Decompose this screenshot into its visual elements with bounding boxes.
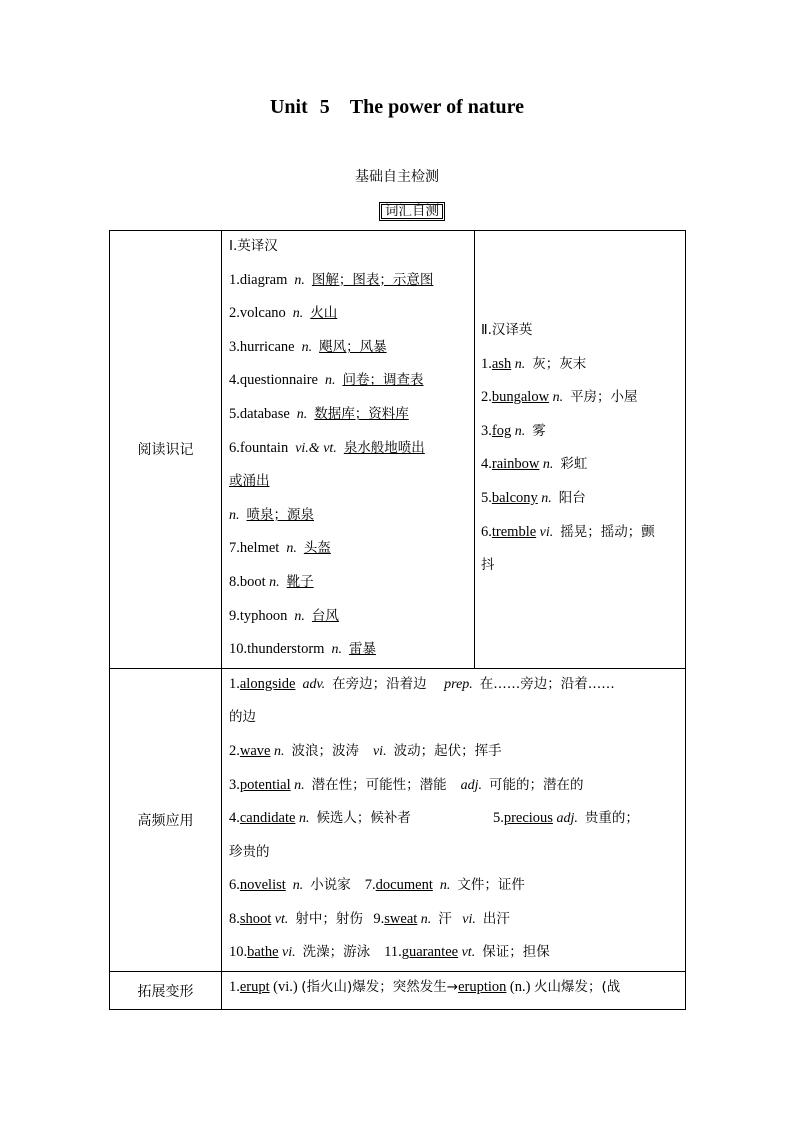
- list-item: 6.novelist n. 小说家 7.document n. 文件；证件: [229, 877, 525, 894]
- list-item-cont: 的边: [229, 709, 256, 726]
- list-item: 1.erupt (vi.) (指火山)爆发；突然发生→eruption (n.) 火山爆发；(战: [229, 979, 621, 996]
- vocab-table: [109, 230, 686, 1010]
- list-item: 6.tremble vi. 摇晃；摇动；颤: [481, 523, 655, 540]
- list-item-cont: 或涌出: [229, 473, 270, 490]
- part1-heading: Ⅰ.英译汉: [229, 238, 278, 254]
- vocab-box-label: 词汇自测: [379, 202, 445, 221]
- expand-cell: [222, 972, 686, 1010]
- list-item: 4.questionnaire n. 问卷；调查表: [229, 372, 424, 389]
- list-item: 4.candidate n. 候选人；候补者 5.precious adj. 贵重的；: [229, 810, 639, 827]
- part1-cell: [222, 231, 475, 669]
- list-item-cont: 珍贵的: [229, 843, 270, 860]
- list-item: 9.typhoon n. 台风: [229, 607, 339, 624]
- list-item-cont: n. 喷泉；源泉: [229, 506, 314, 523]
- list-item: 7.helmet n. 头盔: [229, 540, 331, 557]
- row-label-expand: 拓展变形: [110, 972, 222, 1010]
- list-item-cont: 抖: [481, 557, 495, 574]
- list-item: 3.hurricane n. 飓风；风暴: [229, 338, 387, 355]
- list-item: 1.alongside adv. 在旁边；沿着边 prep. 在……旁边；沿着……: [229, 675, 615, 692]
- list-item: 1.diagram n. 图解；图表；示意图: [229, 271, 434, 288]
- list-item: 8.boot n. 靴子: [229, 573, 314, 590]
- table-row: [110, 231, 686, 669]
- list-item: 2.wave n. 波浪；波涛 vi. 波动；起伏；挥手: [229, 742, 502, 759]
- table-row: [110, 972, 686, 1010]
- list-item: 6.fountain vi.& vt. 泉水般地喷出: [229, 439, 425, 456]
- list-item: 5.database n. 数据库；资料库: [229, 405, 409, 422]
- row-label-high-freq: 高频应用: [110, 668, 222, 971]
- list-item: 10.thunderstorm n. 雷暴: [229, 641, 376, 658]
- list-item: 3.fog n. 雾: [481, 422, 546, 439]
- list-item: 10.bathe vi. 洗澡；游泳 11.guarantee vt. 保证；担保: [229, 944, 550, 961]
- row-label-reading: 阅读识记: [110, 231, 222, 669]
- list-item: 3.potential n. 潜在性；可能性；潜能 adj. 可能的；潜在的: [229, 776, 584, 793]
- part2-cell: [475, 231, 686, 669]
- list-item: 4.rainbow n. 彩虹: [481, 456, 588, 473]
- list-item: 5.balcony n. 阳台: [481, 489, 586, 506]
- part2-heading: Ⅱ.汉译英: [481, 321, 533, 338]
- list-item: 8.shoot vt. 射中；射伤 9.sweat n. 汗 vi. 出汗: [229, 910, 510, 927]
- high-freq-cell: [222, 668, 686, 971]
- list-item: 2.volcano n. 火山: [229, 305, 338, 322]
- list-item: 1.ash n. 灰；灰末: [481, 355, 587, 372]
- table-row: [110, 668, 686, 971]
- unit-title: Unit 5 The power of nature: [269, 96, 525, 118]
- list-item: 2.bungalow n. 平房；小屋: [481, 389, 638, 406]
- section-title: 基础自主检测: [355, 169, 439, 185]
